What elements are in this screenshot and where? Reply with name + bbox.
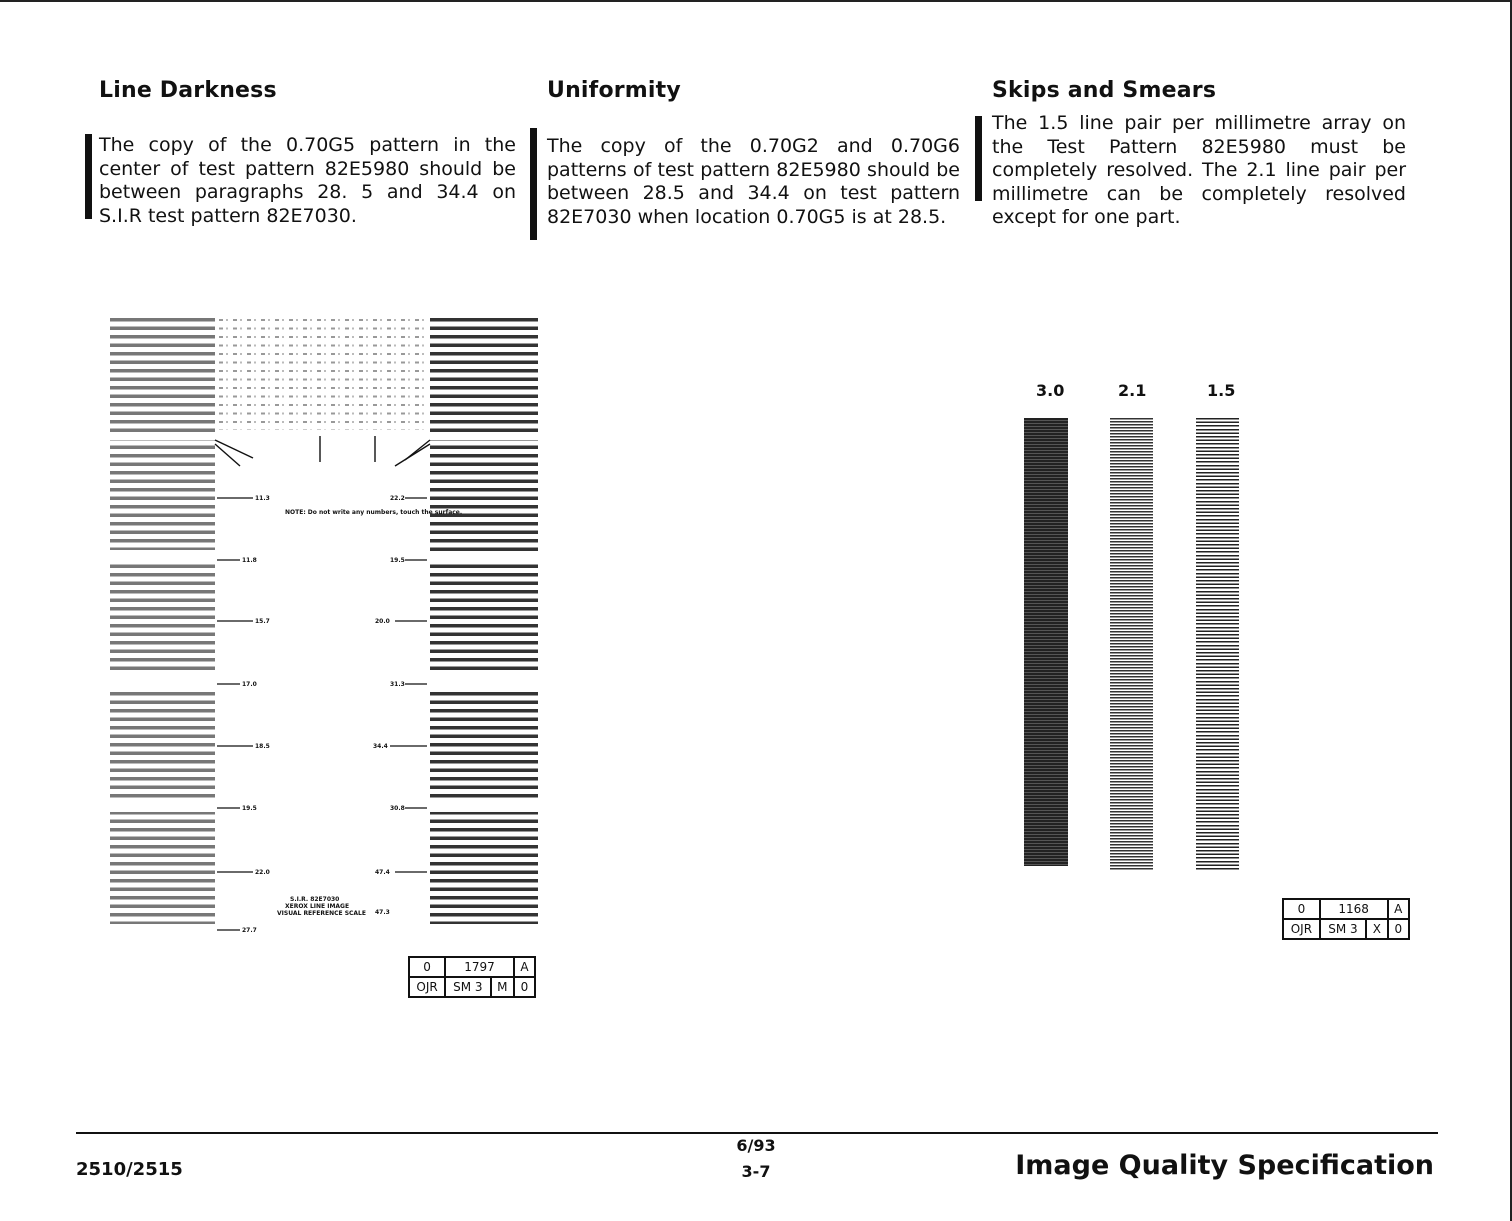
- label-3-0: 3.0: [1036, 381, 1065, 400]
- label-1-5: 1.5: [1207, 381, 1236, 400]
- paragraph-skips-and-smears: The 1.5 line pair per millimetre array on the Test Pattern 82E5980 must be completely resolved. The 2.1 line pair per millimetre can be completely resolved except for one part.: [992, 112, 1406, 228]
- left-text-blocks: [110, 318, 215, 924]
- footer-rule: [76, 1132, 1438, 1134]
- left-marker: 17.0: [242, 681, 257, 688]
- code-cell: 0: [514, 977, 535, 997]
- code-cell: SM 3: [1320, 919, 1366, 939]
- heading-line-darkness: Line Darkness: [99, 78, 277, 103]
- left-marker: 15.7: [255, 618, 270, 625]
- code-cell: 0: [1388, 919, 1409, 939]
- code-cell: A: [1388, 899, 1409, 919]
- code-cell: OJR: [1283, 919, 1320, 939]
- test-pattern-figure: [105, 316, 545, 941]
- left-marker: 27.7: [242, 927, 257, 934]
- left-marker: 19.5: [242, 805, 257, 812]
- revision-bar: [530, 128, 537, 240]
- line-pair-array-3-0: [1024, 418, 1068, 866]
- footer-title: Image Quality Specification: [1015, 1150, 1434, 1181]
- paragraph-uniformity: The copy of the 0.70G2 and 0.70G6 patterns of test pattern 82E5980 should be between 28.5 and 34.4 on test pattern 82E7030 when location 0.70G5 is at 28.5.: [547, 135, 960, 228]
- right-marker: 19.5: [390, 557, 405, 564]
- line-pair-array-2-1: [1110, 418, 1153, 870]
- revision-bar: [975, 116, 982, 201]
- code-cell: M: [491, 977, 514, 997]
- paragraph-line-darkness: The copy of the 0.70G5 pattern in the center of test pattern 82E5980 should be between paragraphs 28. 5 and 34.4 on S.I.R test pattern 82E7030.: [99, 134, 516, 227]
- code-cell: X: [1366, 919, 1387, 939]
- revision-bar: [85, 134, 92, 219]
- code-cell: 0: [409, 957, 445, 977]
- heading-uniformity: Uniformity: [547, 78, 681, 103]
- right-marker: 22.2: [390, 495, 405, 502]
- code-table-left: [408, 956, 536, 998]
- scale-caption: S.I.R. 82E7030: [290, 896, 340, 903]
- code-cell: 1797: [445, 957, 514, 977]
- left-marker: 18.5: [255, 743, 270, 750]
- right-marker: 31.3: [390, 681, 405, 688]
- left-marker: 11.3: [255, 495, 270, 502]
- left-marker: 11.8: [242, 557, 257, 564]
- left-marker: 22.0: [255, 869, 270, 876]
- top-border: [0, 0, 1512, 2]
- scale-caption: VISUAL REFERENCE SCALE: [277, 910, 366, 917]
- label-2-1: 2.1: [1118, 381, 1147, 400]
- code-cell: 0: [1283, 899, 1320, 919]
- right-marker: 30.8: [390, 805, 405, 812]
- heading-skips-and-smears: Skips and Smears: [992, 78, 1217, 103]
- code-cell: A: [514, 957, 535, 977]
- right-text-blocks: [430, 318, 538, 924]
- right-marker: 47.3: [375, 909, 390, 916]
- figure-note: NOTE: Do not write any numbers, touch the surface.: [285, 509, 463, 516]
- right-marker: 34.4: [373, 743, 388, 750]
- code-cell: SM 3: [445, 977, 490, 997]
- code-cell: OJR: [409, 977, 445, 997]
- right-marker: 20.0: [375, 618, 390, 625]
- right-marker: 47.4: [375, 869, 390, 876]
- footer-date: 6/93: [736, 1136, 776, 1155]
- code-table-right: [1282, 898, 1410, 940]
- scale-caption: XEROX LINE IMAGE: [285, 903, 350, 910]
- code-cell: 1168: [1320, 899, 1388, 919]
- line-pair-array-1-5: [1196, 418, 1239, 870]
- footer-page-number: 3-7: [741, 1162, 771, 1181]
- footer-model: 2510/2515: [76, 1159, 183, 1180]
- pointer-lines: [215, 436, 430, 466]
